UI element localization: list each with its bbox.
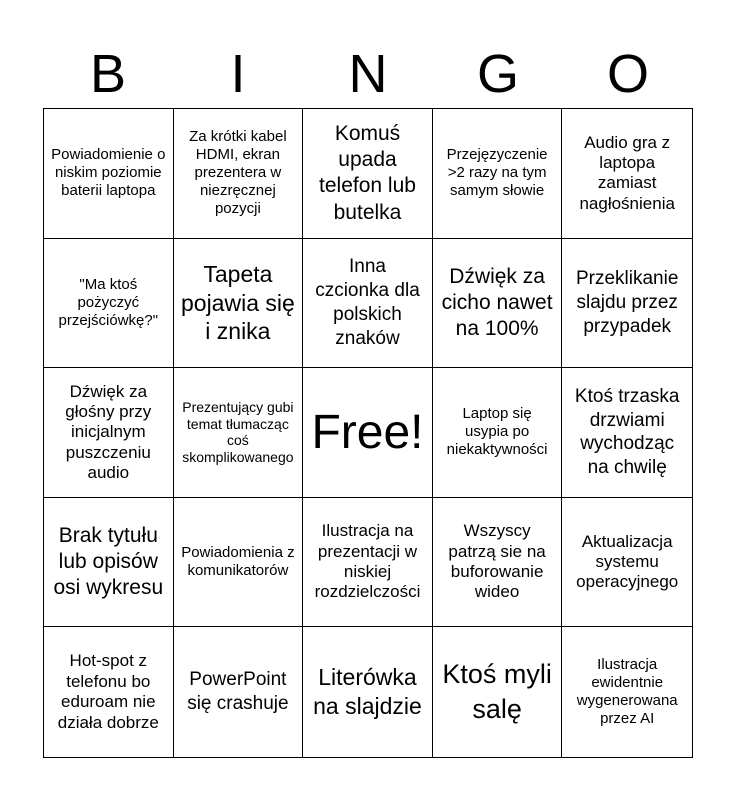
bingo-cell[interactable]: Literówka na slajdzie — [303, 627, 433, 757]
bingo-cell[interactable]: Przeklikanie slajdu przez przypadek — [562, 239, 692, 369]
bingo-cell[interactable]: Laptop się usypia po niekaktywności — [433, 368, 563, 498]
bingo-header — [43, 40, 693, 108]
bingo-cell[interactable]: Tapeta pojawia się i znika — [174, 239, 304, 369]
bingo-cell[interactable]: Dźwięk za głośny przy inicjalnym puszczeniu audio — [44, 368, 174, 498]
bingo-cell[interactable]: Ilustracja ewidentnie wygenerowana przez AI — [576, 656, 678, 728]
free-space[interactable]: Free! — [303, 368, 433, 498]
bingo-cell[interactable]: Przejęzyczenie >2 razy na tym samym słowie — [433, 109, 563, 239]
bingo-cell[interactable]: Ktoś myli salę — [433, 627, 563, 757]
bingo-cell[interactable]: Ktoś trzaska drzwiami wychodząc na chwilę — [562, 368, 692, 498]
bingo-cell[interactable]: Dźwięk za cicho nawet na 100% — [433, 239, 563, 369]
header-letter-b: B — [89, 44, 127, 104]
header-letter-o: O — [606, 44, 649, 104]
bingo-cell[interactable]: Hot-spot z telefonu bo eduroam nie działa dobrze — [44, 627, 174, 757]
bingo-board — [43, 108, 693, 758]
header-letter-i: I — [230, 44, 246, 104]
bingo-cell[interactable]: Aktualizacja systemu operacyjnego — [562, 498, 692, 628]
bingo-cell[interactable]: Brak tytułu lub opisów osi wykresu — [44, 498, 174, 628]
header-letter-n: N — [348, 44, 388, 104]
bingo-cell[interactable]: Inna czcionka dla polskich znaków — [303, 239, 433, 369]
bingo-cell[interactable]: Komuś upada telefon lub butelka — [303, 109, 433, 239]
bingo-cell[interactable]: Audio gra z laptopa zamiast nagłośnienia — [562, 109, 692, 239]
bingo-cell[interactable]: Ilustracja na prezentacji w niskiej rozdzielczości — [303, 498, 433, 628]
bingo-cell[interactable]: Wszyscy patrzą sie na buforowanie wideo — [433, 498, 563, 628]
bingo-cell[interactable]: Za krótki kabel HDMI, ekran prezentera w niezręcznej pozycji — [174, 109, 304, 239]
bingo-cell[interactable]: Powiadomienie o niskim poziomie baterii laptopa — [44, 109, 174, 239]
bingo-cell[interactable]: Prezentujący gubi temat tłumacząc coś skomplikowanego — [174, 368, 304, 498]
bingo-cell[interactable]: "Ma ktoś pożyczyć przejściówkę?" — [44, 239, 174, 369]
header-letter-g: G — [476, 44, 519, 104]
bingo-cell[interactable]: Powiadomienia z komunikatorów — [174, 498, 304, 628]
bingo-cell[interactable]: PowerPoint się crashuje — [174, 627, 304, 757]
